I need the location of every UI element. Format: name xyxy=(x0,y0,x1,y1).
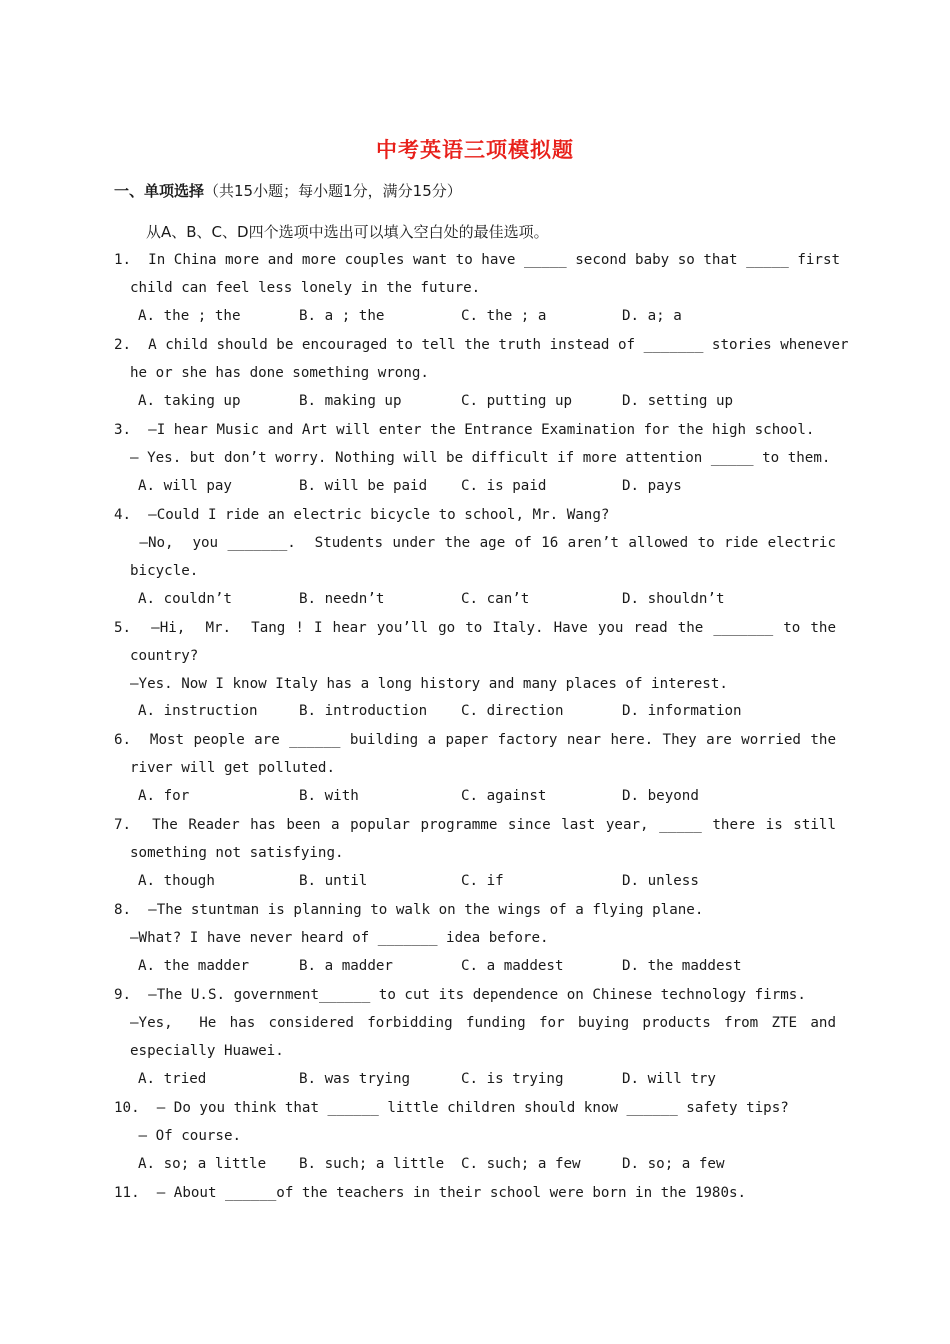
option-a: A. so; a little xyxy=(138,1156,267,1172)
question-7-options xyxy=(138,871,838,891)
question-7-line-1: 7. The Reader has been a popular programme since last year, _____ there is still xyxy=(114,817,836,833)
question-4-options xyxy=(138,589,838,609)
question-5-options xyxy=(138,701,838,721)
question-4-line-2: —No, you _______. Students under the age of 16 aren’t allowed to ride electric xyxy=(130,535,836,551)
question-5-line-3: —Yes. Now I know Italy has a long history and many places of interest. xyxy=(130,676,728,692)
option-d: D. so; a few xyxy=(622,1156,725,1172)
question-1-line-2: child can feel less lonely in the future. xyxy=(130,280,481,296)
page-title: 中考英语三项模拟题 xyxy=(376,138,574,162)
option-a: A. taking up xyxy=(138,393,241,409)
question-2-line-2: he or she has done something wrong. xyxy=(130,365,429,381)
question-4-line-1: 4. —Could I ride an electric bicycle to school, Mr. Wang? xyxy=(114,507,610,523)
option-c: C. direction xyxy=(461,703,564,719)
question-6-line-2: river will get polluted. xyxy=(130,760,335,776)
question-8-line-1: 8. —The stuntman is planning to walk on the wings of a flying plane. xyxy=(114,902,704,918)
option-b: B. such; a little xyxy=(299,1156,445,1172)
option-c: C. is trying xyxy=(461,1071,564,1087)
option-a: A. instruction xyxy=(138,703,258,719)
question-2-line-1: 2. A child should be encouraged to tell the truth instead of _______ stories whenever xyxy=(114,337,849,353)
question-10-line-2: — Of course. xyxy=(130,1128,242,1144)
question-1-line-1: 1. In China more and more couples want to have _____ second baby so that _____ first xyxy=(114,252,841,268)
option-c: C. is paid xyxy=(461,478,547,494)
question-3-options xyxy=(138,476,838,496)
option-b: B. a madder xyxy=(299,958,393,974)
option-c: C. against xyxy=(461,788,547,804)
option-b: B. a ; the xyxy=(299,308,385,324)
question-2-options xyxy=(138,391,838,411)
question-10-line-1: 10. — Do you think that ______ little children should know ______ safety tips? xyxy=(114,1100,789,1116)
option-d: D. pays xyxy=(622,478,682,494)
question-1-options xyxy=(138,306,838,326)
option-c: C. the ; a xyxy=(461,308,547,324)
section-detail: （共15小题；每小题1分，满分15分） xyxy=(204,182,462,200)
option-d: D. will try xyxy=(622,1071,716,1087)
option-a: A. for xyxy=(138,788,190,804)
option-d: D. information xyxy=(622,703,742,719)
question-9-line-3: especially Huawei. xyxy=(130,1043,284,1059)
question-6-line-1: 6. Most people are ______ building a paper factory near here. They are worried the xyxy=(114,732,836,748)
question-7-line-2: something not satisfying. xyxy=(130,845,344,861)
question-6-options xyxy=(138,786,838,806)
option-a: A. the madder xyxy=(138,958,250,974)
option-d: D. setting up xyxy=(622,393,734,409)
option-d: D. unless xyxy=(622,873,699,889)
question-3-line-1: 3. —I hear Music and Art will enter the Entrance Examination for the high school. xyxy=(114,422,815,438)
question-9-line-1: 9. —The U.S. government______ to cut its dependence on Chinese technology firms. xyxy=(114,987,806,1003)
question-10-options xyxy=(138,1154,838,1174)
option-b: B. needn’t xyxy=(299,591,385,607)
option-d: D. a; a xyxy=(622,308,682,324)
option-a: A. the ; the xyxy=(138,308,241,324)
option-b: B. until xyxy=(299,873,368,889)
question-3-line-2: — Yes. but don’t worry. Nothing will be difficult if more attention _____ to them. xyxy=(130,450,831,466)
option-c: C. if xyxy=(461,873,504,889)
option-a: A. though xyxy=(138,873,215,889)
question-9-options xyxy=(138,1069,838,1089)
option-c: C. putting up xyxy=(461,393,573,409)
question-5-line-2: country? xyxy=(130,648,199,664)
option-c: C. can’t xyxy=(461,591,530,607)
section-instruction: 从A、B、C、D四个选项中选出可以填入空白处的最佳选项。 xyxy=(146,223,549,241)
option-d: D. beyond xyxy=(622,788,699,804)
question-9-line-2: —Yes, He has considered forbidding funding for buying products from ZTE and xyxy=(130,1015,836,1031)
question-5-line-1: 5. —Hi, Mr. Tang ! I hear you’ll go to Italy. Have you read the _______ to the xyxy=(114,620,836,636)
question-8-line-2: —What? I have never heard of _______ idea before. xyxy=(130,930,549,946)
question-8-options xyxy=(138,956,838,976)
question-11-line-1: 11. — About ______of the teachers in their school were born in the 1980s. xyxy=(114,1185,747,1201)
option-b: B. will be paid xyxy=(299,478,428,494)
section-title: 一、单项选择 xyxy=(114,182,205,200)
option-b: B. with xyxy=(299,788,359,804)
option-b: B. making up xyxy=(299,393,402,409)
option-a: A. will pay xyxy=(138,478,232,494)
option-d: D. the maddest xyxy=(622,958,742,974)
section-heading xyxy=(114,180,462,201)
option-b: B. introduction xyxy=(299,703,428,719)
option-a: A. couldn’t xyxy=(138,591,232,607)
option-a: A. tried xyxy=(138,1071,207,1087)
option-d: D. shouldn’t xyxy=(622,591,725,607)
option-c: C. a maddest xyxy=(461,958,564,974)
option-c: C. such; a few xyxy=(461,1156,581,1172)
option-b: B. was trying xyxy=(299,1071,411,1087)
question-4-line-3: bicycle. xyxy=(130,563,199,579)
